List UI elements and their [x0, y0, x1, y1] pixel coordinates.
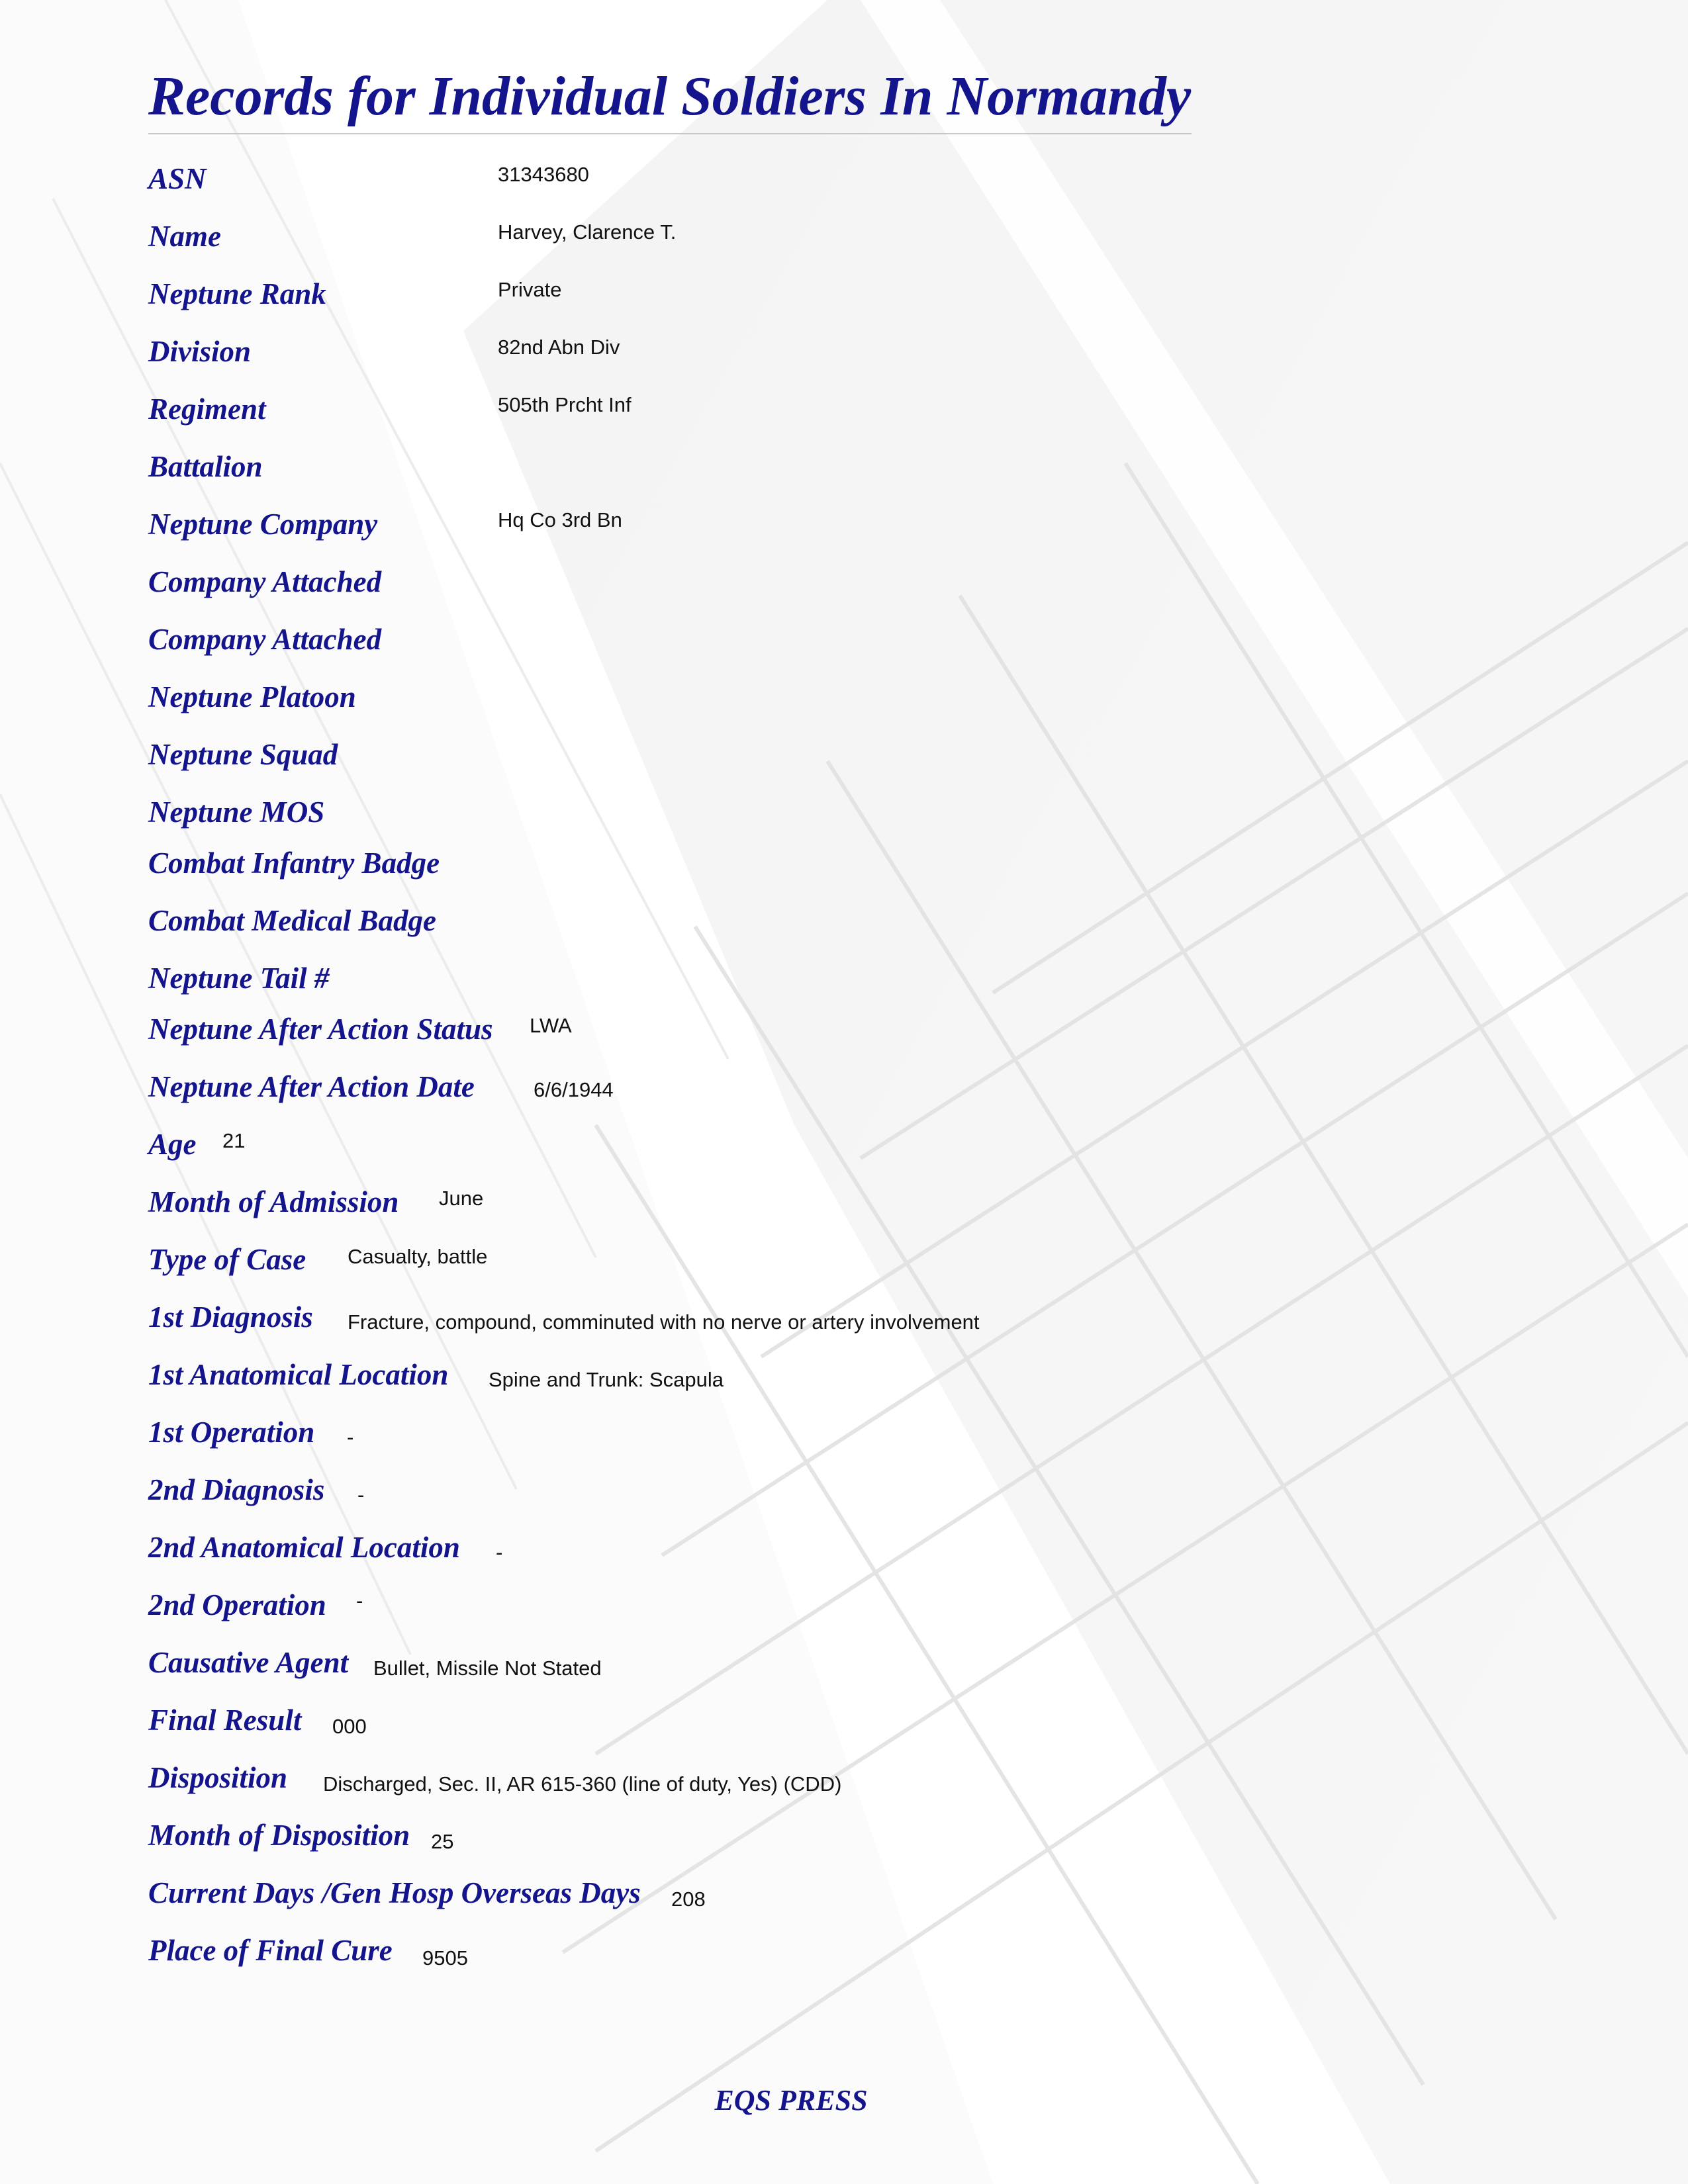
field-label: Neptune Company — [148, 508, 378, 541]
field-label: Company Attached — [148, 565, 382, 598]
field-label: Division — [148, 335, 252, 368]
field-value: - — [357, 1483, 365, 1506]
field-value: 31343680 — [498, 163, 589, 186]
field-value: - — [496, 1541, 503, 1564]
field-value: Harvey, Clarence T. — [498, 220, 677, 244]
field-label: Place of Final Cure — [148, 1934, 393, 1967]
field-label: 1st Diagnosis — [148, 1300, 313, 1334]
field-value: 505th Prcht Inf — [498, 393, 632, 416]
footer-publisher: EQS PRESS — [714, 2084, 868, 2116]
field-value: Fracture, compound, comminuted with no nerve or artery involvement — [348, 1310, 980, 1334]
field-value: June — [439, 1187, 484, 1210]
field-label: Company Attached — [148, 623, 382, 656]
field-label: Age — [148, 1128, 197, 1161]
field-value: Private — [498, 278, 562, 301]
field-label: Neptune Squad — [148, 738, 338, 771]
field-label: Neptune Platoon — [148, 680, 356, 713]
field-label: Neptune Rank — [148, 277, 326, 310]
field-label: Battalion — [148, 450, 263, 483]
field-value: LWA — [530, 1014, 572, 1037]
field-label: Neptune MOS — [148, 796, 325, 829]
field-value: Casualty, battle — [348, 1245, 488, 1268]
title-divider — [148, 133, 1192, 134]
field-label: Combat Medical Badge — [148, 904, 436, 937]
field-value: 9505 — [422, 1946, 468, 1970]
field-value: Hq Co 3rd Bn — [498, 508, 622, 531]
field-label: Current Days /Gen Hosp Overseas Days — [148, 1876, 641, 1909]
field-label: Neptune Tail # — [148, 962, 330, 995]
field-label: 1st Anatomical Location — [148, 1358, 449, 1391]
field-value: 6/6/1944 — [534, 1078, 614, 1101]
page-title: Records for Individual Soldiers In Normandy — [148, 66, 1192, 127]
field-value: Bullet, Missile Not Stated — [373, 1657, 602, 1680]
field-label: Neptune After Action Status — [148, 1013, 493, 1046]
field-label: 2nd Anatomical Location — [148, 1531, 460, 1564]
field-value: 25 — [431, 1830, 454, 1853]
field-value: - — [347, 1426, 354, 1449]
field-label: Type of Case — [148, 1243, 306, 1276]
field-label: 1st Operation — [148, 1416, 315, 1449]
field-label: Combat Infantry Badge — [148, 846, 440, 880]
field-label: Month of Disposition — [148, 1819, 410, 1852]
field-label: Disposition — [148, 1761, 288, 1794]
field-label: Name — [148, 220, 221, 253]
field-value: 208 — [671, 1888, 706, 1911]
field-value: - — [356, 1589, 363, 1612]
field-label: Neptune After Action Date — [148, 1070, 475, 1103]
field-value: 21 — [222, 1129, 246, 1152]
field-label: Regiment — [148, 392, 266, 426]
field-label: Month of Admission — [148, 1185, 399, 1218]
field-value: Discharged, Sec. II, AR 615-360 (line of duty, Yes) (CDD) — [323, 1772, 842, 1796]
field-label: ASN — [148, 162, 207, 195]
field-label: Final Result — [148, 1704, 302, 1737]
field-value: Spine and Trunk: Scapula — [489, 1368, 724, 1391]
field-value: 82nd Abn Div — [498, 336, 620, 359]
field-label: 2nd Diagnosis — [148, 1473, 325, 1506]
field-label: Causative Agent — [148, 1646, 349, 1679]
field-value: 000 — [332, 1715, 367, 1738]
field-label: 2nd Operation — [148, 1588, 326, 1621]
